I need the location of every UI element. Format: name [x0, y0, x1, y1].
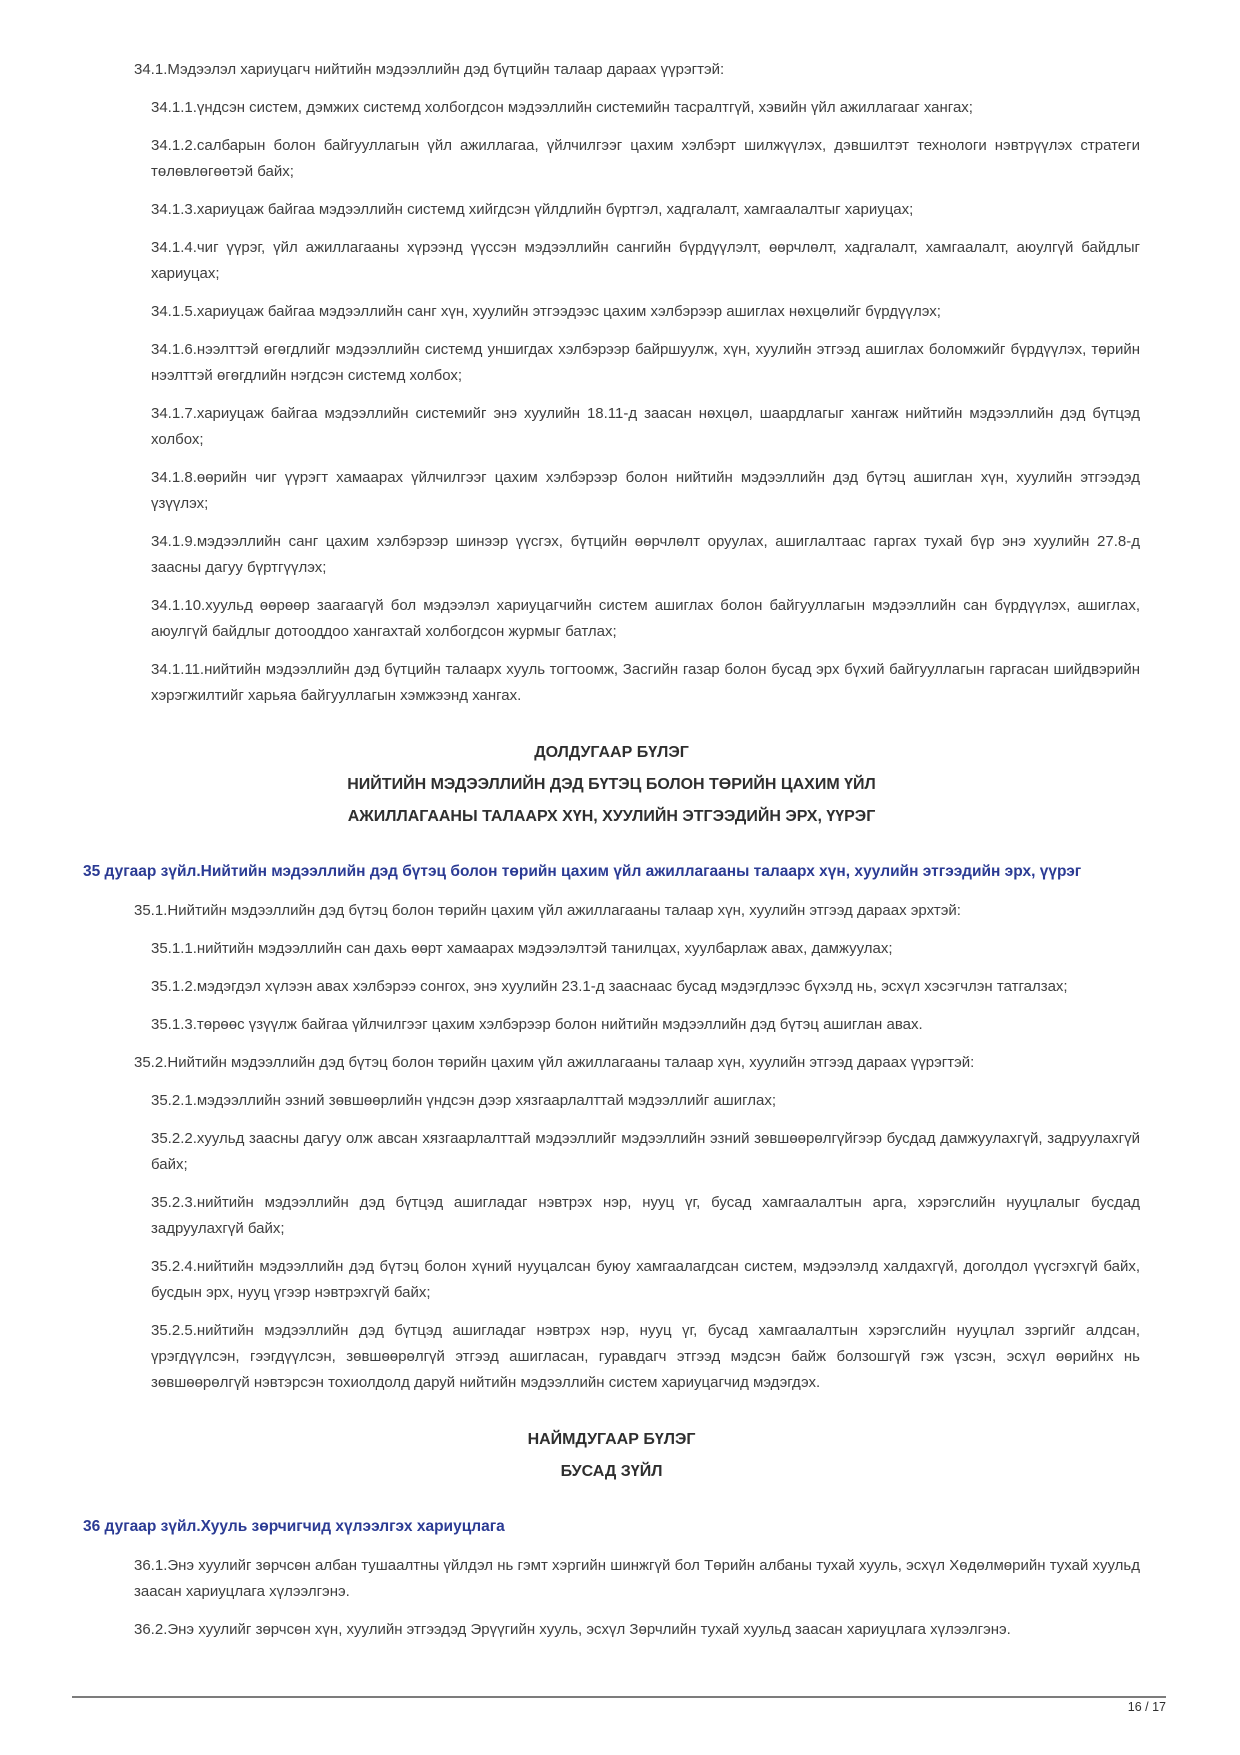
chapter-heading-line: НАЙМДУГААР БҮЛЭГ: [527, 1431, 696, 1448]
clause-paragraph: 35.1.Нийтийн мэдээллийн дэд бүтэц болон төрийн цахим үйл ажиллагааны талаар хүн, хуулийн этгээд дараах эрхтэй:: [134, 902, 961, 919]
chapter-heading: [83, 737, 1140, 833]
chapter-heading: [83, 1424, 1140, 1488]
subclause-paragraph: 34.1.1.үндсэн систем, дэмжих системд холбогдсон мэдээллийн системийн тасралтгүй, хэвийн үйл ажиллагааг хангах;: [151, 99, 973, 116]
page-number-indicator: 16 / 17: [1127, 1700, 1166, 1714]
subclause-paragraph: 34.1.3.хариуцаж байгаа мэдээллийн системд хийгдсэн үйлдлийн бүртгэл, хадгалалт, хамгаалалтыг хариуцах;: [151, 201, 914, 218]
subclause-paragraph: 34.1.7.хариуцаж байгаа мэдээллийн системийг энэ хуулийн 18.11-д заасан нөхцөл, шаардлагыг хангаж нийтийн мэдээллийн дэд бүтцэд холбох;: [151, 405, 1140, 448]
chapter-heading-line: БУСАД ЗҮЙЛ: [560, 1463, 663, 1480]
chapter-heading-line: ДОЛДУГААР БҮЛЭГ: [534, 744, 689, 761]
subclause-paragraph: 35.1.3.төрөөс үзүүлж байгаа үйлчилгээг цахим хэлбэрээр болон нийтийн мэдээллийн дэд бүтэц ашиглан авах.: [151, 1016, 923, 1033]
footer-divider: [72, 1696, 1166, 1698]
chapter-heading-line: АЖИЛЛАГААНЫ ТАЛААРХ ХҮН, ХУУЛИЙН ЭТГЭЭДИЙН ЭРХ, ҮҮРЭГ: [347, 808, 876, 825]
subclause-paragraph: 35.1.1.нийтийн мэдээллийн сан дахь өөрт хамаарах мэдээлэлтэй танилцах, хуулбарлаж авах, дамжуулах;: [151, 940, 893, 957]
article-heading: 35 дугаар зүйл.Нийтийн мэдээллийн дэд бүтэц болон төрийн цахим үйл ажиллагааны талаарх хүн, хуулийн этгээдийн эрх, үүрэг: [83, 863, 1082, 880]
subclause-paragraph: 34.1.8.өөрийн чиг үүрэгт хамаарах үйлчилгээг цахим хэлбэрээр болон нийтийн мэдээллийн дэд бүтэц ашиглан хүн, хуулийн этгээдэд үзүүлэх;: [151, 469, 1140, 512]
clause-paragraph: 34.1.Мэдээлэл хариуцагч нийтийн мэдээллийн дэд бүтцийн талаар дараах үүрэгтэй:: [134, 61, 725, 78]
subclause-paragraph: 34.1.9.мэдээллийн санг цахим хэлбэрээр шинээр үүсгэх, бүтцийн өөрчлөлт оруулах, ашиглалтаас гаргах тухай бүр энэ хуулийн 27.8-д заасны дагуу бүртгүүлэх;: [151, 533, 1140, 576]
clause-paragraph: 35.2.Нийтийн мэдээллийн дэд бүтэц болон төрийн цахим үйл ажиллагааны талаар хүн, хуулийн этгээд дараах үүрэгтэй:: [134, 1054, 975, 1071]
subclause-paragraph: 34.1.2.салбарын болон байгууллагын үйл ажиллагаа, үйлчилгээг цахим хэлбэрт шилжүүлэх, дэвшилтэт технологи нэвтрүүлэх стратеги төлөвлөгөөтэй байх;: [151, 137, 1140, 180]
article-heading: 36 дугаар зүйл.Хууль зөрчигчид хүлээлгэх хариуцлага: [83, 1518, 505, 1535]
subclause-paragraph: 35.2.5.нийтийн мэдээллийн дэд бүтцэд ашигладаг нэвтрэх нэр, нууц үг, бусад хамгаалалтын хэрэгслийн нууцлал зэргийг алдсан, үрэгдүүлсэн, гээгдүүлсэн, зөвшөөрөлгүй этгээд ашигласан, гуравдагч этгээд мэдсэн байж болзошгүй гэж үзсэн, эсхүл өөрийнх нь зөвшөөрөлгүй нэвтэрсэн тохиолдолд даруй нийтийн мэдээллийн систем хариуцагчид мэдэгдэх.: [151, 1322, 1140, 1391]
subclause-paragraph: 34.1.6.нээлттэй өгөгдлийг мэдээллийн системд уншигдах хэлбэрээр байршуулж, хүн, хуулийн этгээд ашиглах боломжийг бүрдүүлэх, төрийн нээлттэй өгөгдлийн нэгдсэн системд холбох;: [151, 341, 1140, 384]
subclause-paragraph: 34.1.10.хуульд өөрөөр заагаагүй бол мэдээлэл хариуцагчийн систем ашиглах болон байгууллагын мэдээллийн сан бүрдүүлэх, ашиглах, аюулгүй байдлыг дотооддоо хангахтай холбогдсон журмыг батлах;: [151, 597, 1140, 640]
clause-paragraph: 36.2.Энэ хуулийг зөрчсөн хүн, хуулийн этгээдэд Эрүүгийн хууль, эсхүл Зөрчлийн тухай хуульд заасан хариуцлага хүлээлгэнэ.: [134, 1621, 1011, 1638]
subclause-paragraph: 34.1.11.нийтийн мэдээллийн дэд бүтцийн талаарх хууль тогтоомж, Засгийн газар болон бусад эрх бүхий байгууллагын гаргасан шийдвэрийн хэрэгжилтийг харьяа байгууллагын хэмжээнд хангах.: [151, 661, 1140, 704]
subclause-paragraph: 35.1.2.мэдэгдэл хүлээн авах хэлбэрээ сонгох, энэ хуулийн 23.1-д зааснаас бусад мэдэгдлээс бүхэлд нь, эсхүл хэсэгчлэн татгалзах;: [151, 978, 1068, 995]
subclause-paragraph: 35.2.1.мэдээллийн эзний зөвшөөрлийн үндсэн дээр хязгаарлалттай мэдээллийг ашиглах;: [151, 1092, 776, 1109]
document-body: [83, 57, 1140, 1643]
subclause-paragraph: 35.2.3.нийтийн мэдээллийн дэд бүтцэд ашигладаг нэвтрэх нэр, нууц үг, бусад хамгаалалтын арга, хэрэгслийн нууцлалыг бусдад задруулахгүй байх;: [151, 1194, 1140, 1237]
subclause-paragraph: 35.2.4.нийтийн мэдээллийн дэд бүтэц болон хүний нууцалсан буюу хамгаалагдсан систем, мэдээлэлд халдахгүй, доголдол үүсгэхгүй байх, бусдын эрх, нууц үгээр нэвтрэхгүй байх;: [151, 1258, 1140, 1301]
subclause-paragraph: 35.2.2.хуульд заасны дагуу олж авсан хязгаарлалттай мэдээллийг мэдээллийн эзний зөвшөөрөлгүйгээр бусдад дамжуулахгүй, задруулахгүй байх;: [151, 1130, 1140, 1173]
chapter-heading-line: НИЙТИЙН МЭДЭЭЛЛИЙН ДЭД БҮТЭЦ БОЛОН ТӨРИЙН ЦАХИМ ҮЙЛ: [347, 776, 876, 793]
subclause-paragraph: 34.1.5.хариуцаж байгаа мэдээллийн санг хүн, хуулийн этгээдээс цахим хэлбэрээр ашиглах нөхцөлийг бүрдүүлэх;: [151, 303, 941, 320]
clause-paragraph: 36.1.Энэ хуулийг зөрчсөн албан тушаалтны үйлдэл нь гэмт хэргийн шинжгүй бол Төрийн албаны тухай хууль, эсхүл Хөдөлмөрийн тухай хуульд заасан хариуцлага хүлээлгэнэ.: [134, 1557, 1140, 1600]
subclause-paragraph: 34.1.4.чиг үүрэг, үйл ажиллагааны хүрээнд үүссэн мэдээллийн сангийн бүрдүүлэлт, өөрчлөлт, хадгалалт, хамгаалалт, аюулгүй байдлыг хариуцах;: [151, 239, 1140, 282]
